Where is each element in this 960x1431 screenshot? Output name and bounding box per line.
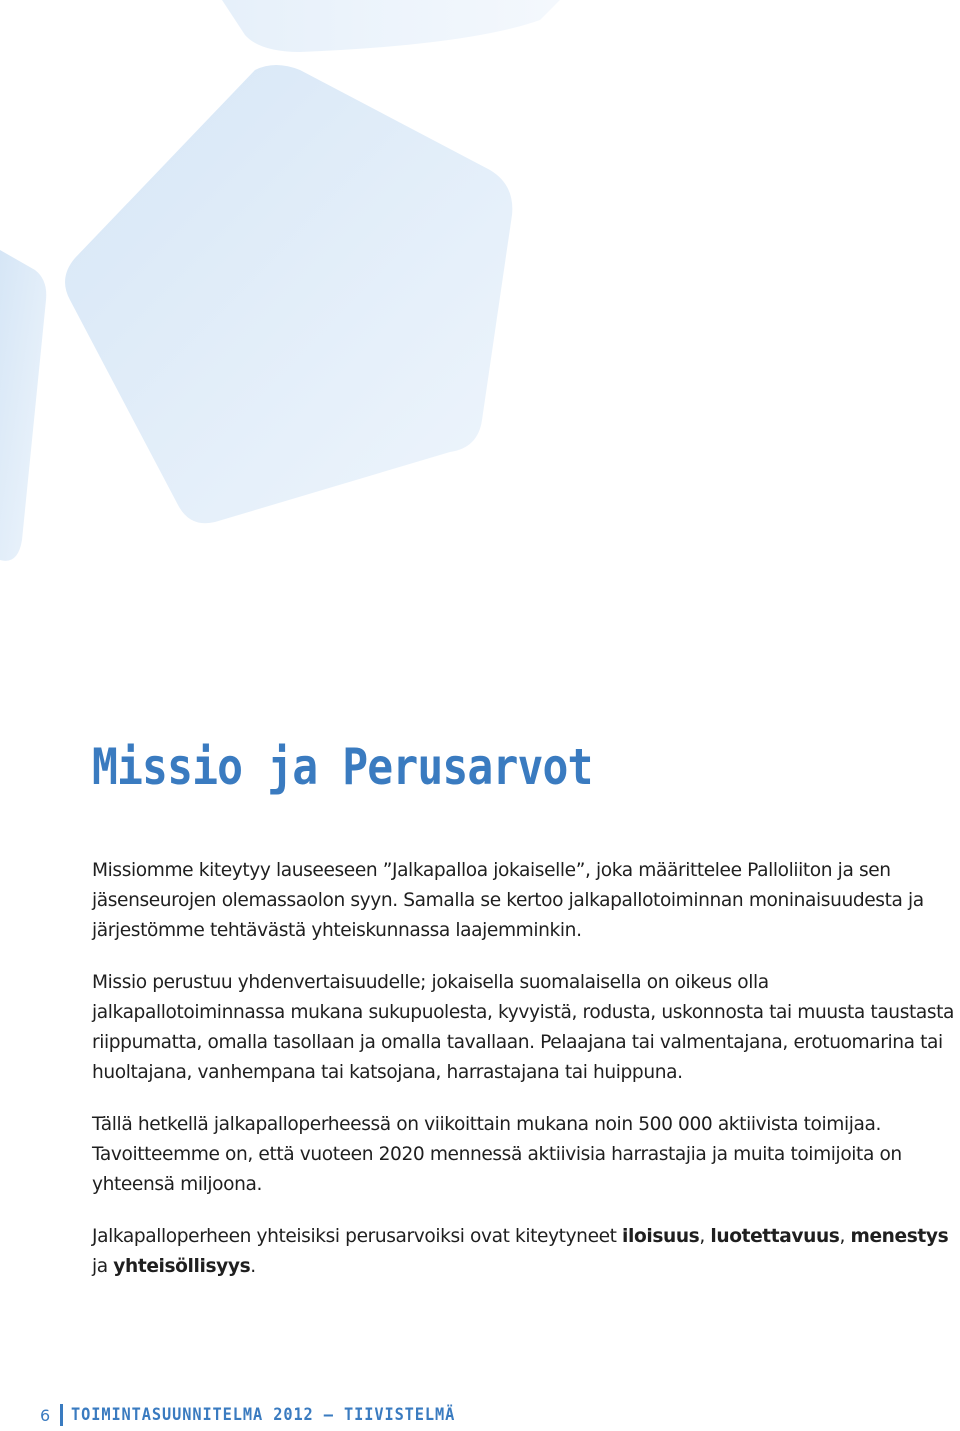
page-title: Missio ja Perusarvot: [92, 738, 593, 796]
values-intro: Jalkapalloperheen yhteisiksi perusarvoiksi ovat kiteytyneet: [92, 1226, 623, 1247]
background-shapes: [0, 0, 960, 600]
deco-top-shape: [222, 0, 560, 52]
deco-pentagon: [65, 65, 512, 523]
values-sep-1: ,: [699, 1226, 711, 1247]
value-menestys: menestys: [850, 1226, 949, 1247]
body-text: [92, 856, 960, 1304]
paragraph-mission: Missiomme kiteytyy lauseeseen ”Jalkapalloa jokaiselle”, joka määrittelee Palloliiton ja sen jäsenseurojen olemassaolon syyn. Samalla se kertoo jalkapallotoiminnan moninaisuudesta ja järjestömme tehtävästä yhteiskunnassa laajemminkin.: [92, 860, 924, 941]
paragraph-goals: Tällä hetkellä jalkapalloperheessä on viikoittain mukana noin 500 000 aktiivista toimijaa. Tavoitteemme on, että vuoteen 2020 mennessä aktiivisia harrastajia ja muita toimijoita on yhteensä miljoona.: [92, 1114, 902, 1195]
value-yhteisollisyys: yhteisöllisyys: [113, 1256, 251, 1277]
values-end: .: [250, 1256, 256, 1277]
footer-divider: [60, 1404, 63, 1426]
paragraph-values: [92, 1222, 960, 1282]
page-footer: [40, 1403, 498, 1427]
value-luotettavuus: luotettavuus: [710, 1226, 840, 1247]
value-iloisuus: iloisuus: [622, 1226, 700, 1247]
deco-left-shape: [0, 250, 46, 561]
footer-label: TOIMINTASUUNNITELMA 2012 — TIIVISTELMÄ: [71, 1405, 456, 1425]
values-sep-2: ,: [839, 1226, 851, 1247]
values-sep-3: ja: [92, 1256, 114, 1277]
paragraph-equality: Missio perustuu yhdenvertaisuudelle; jokaisella suomalaisella on oikeus olla jalkapallotoiminnassa mukana sukupuolesta, kyvyistä, rodusta, uskonnosta tai muusta taustasta riippumatta, omalla tasollaan ja omalla tavallaan. Pelaajana tai valmentajana, erotuomarina tai huoltajana, vanhempana tai katsojana, harrastajana tai huippuna.: [92, 972, 955, 1083]
page-number: 6: [40, 1405, 51, 1425]
